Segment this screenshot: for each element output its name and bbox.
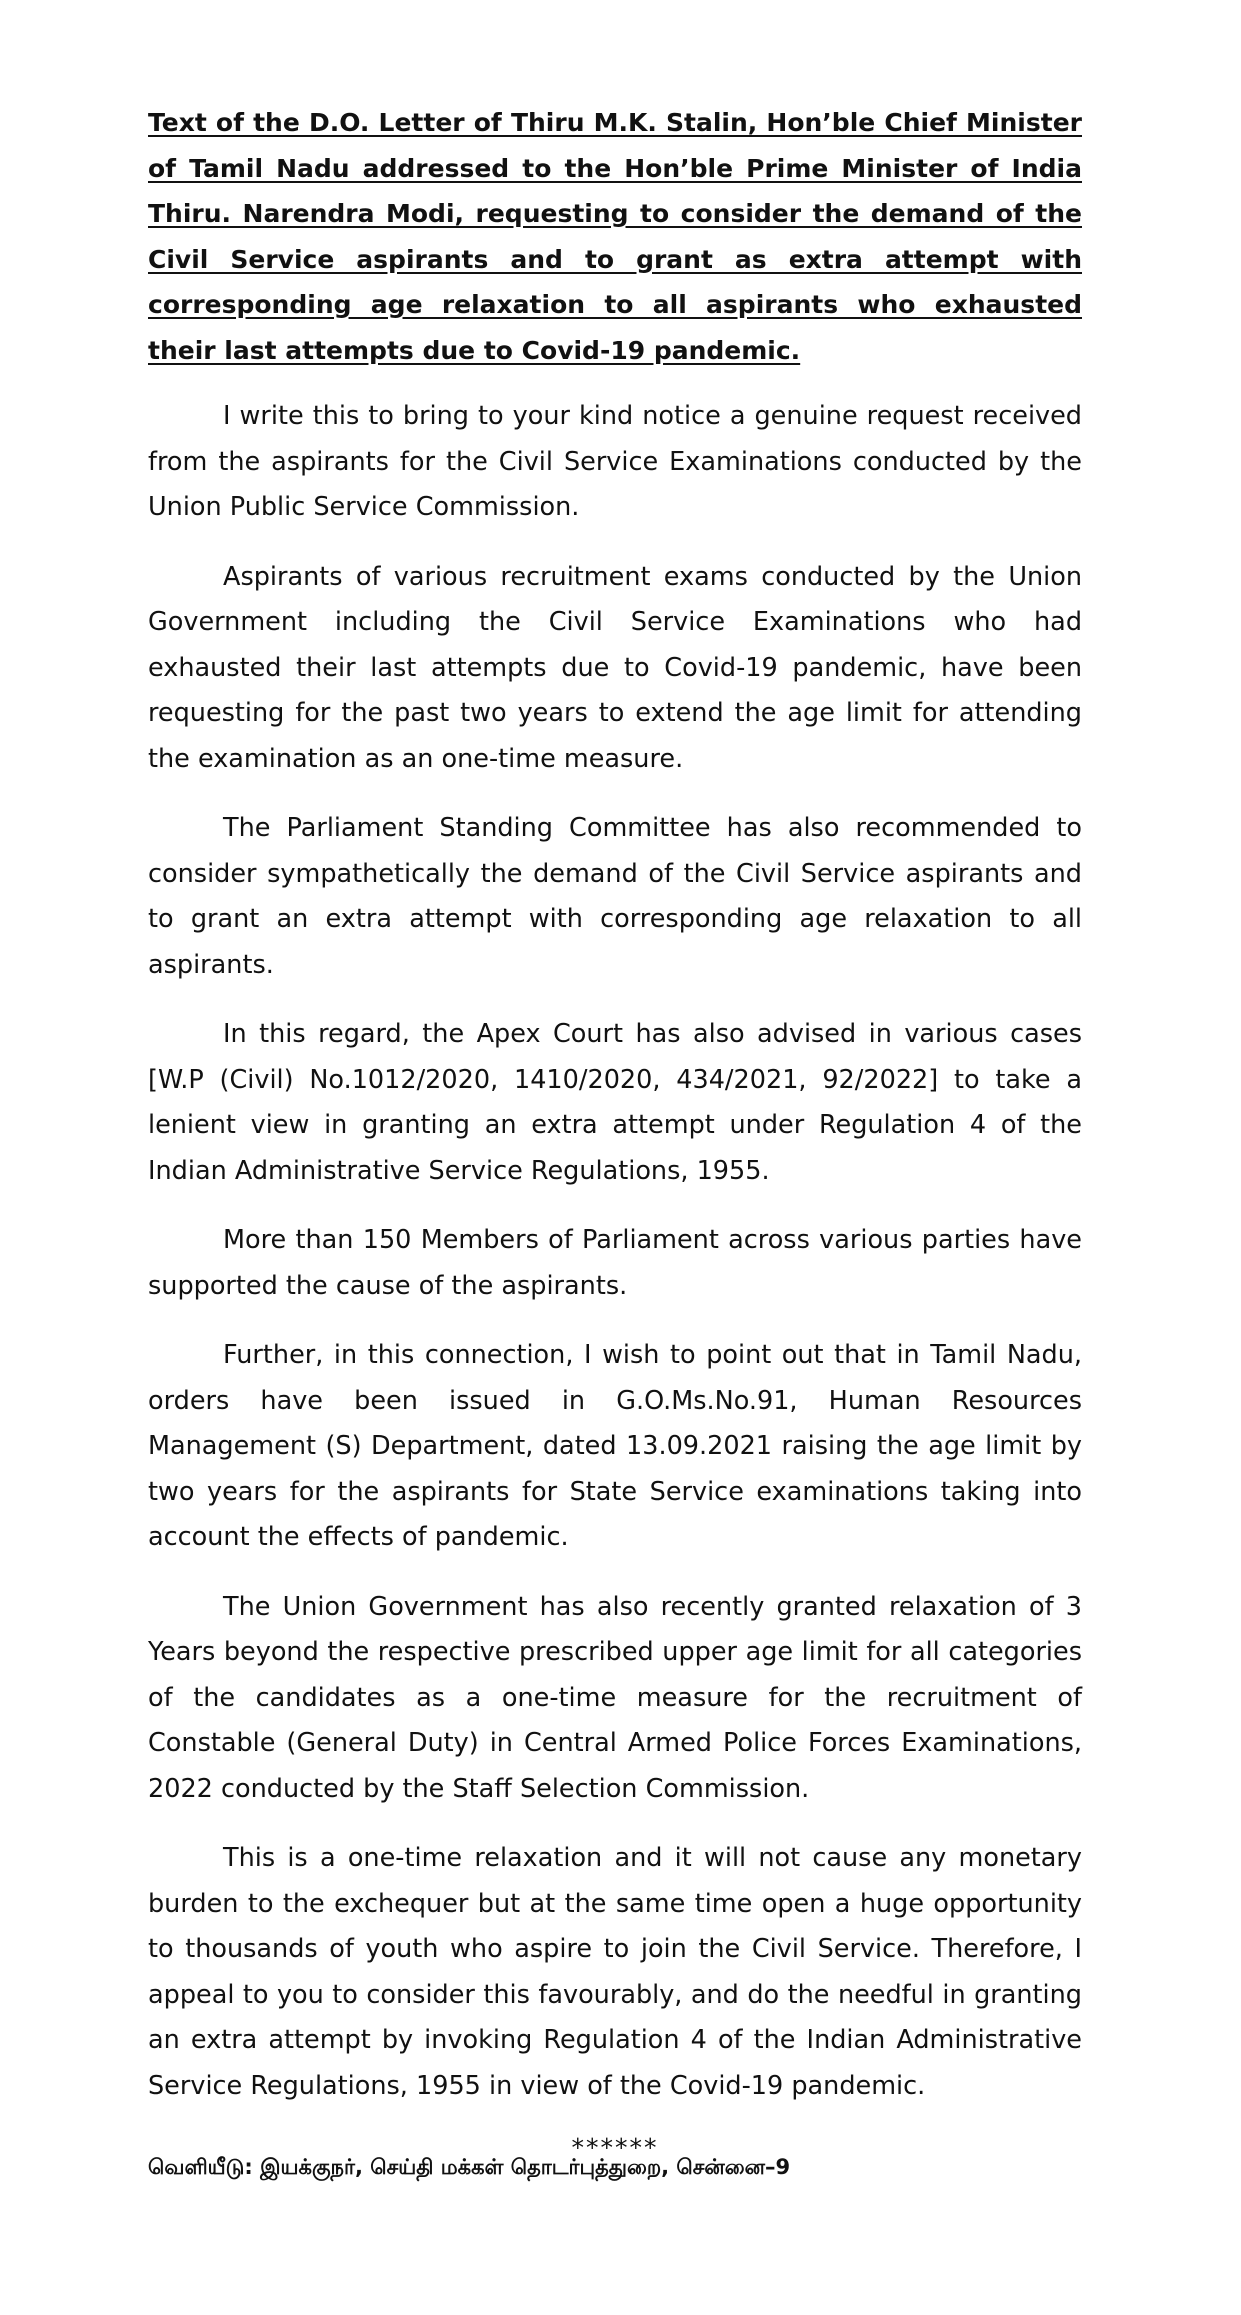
paragraph-tamil-nadu-order: Further, in this connection, I wish to point out that in Tamil Nadu, orders have been issued in G.O.Ms.No.91, Human Resources Management (S) Department, dated 13.09.2021 raising the age limit by two years for the aspirants for State Service examinations taking into account the effects of pandemic.	[148, 1340, 1082, 1552]
release-footer: வெளியீடு: இயக்குநர், செய்தி மக்கள் தொடர்புத்துறை, சென்னை–9	[148, 2155, 791, 2179]
paragraph-apex-court: In this regard, the Apex Court has also advised in various cases [W.P (Civil) No.1012/2020, 1410/2020, 434/2021, 92/2022] to take a lenient view in granting an extra attempt under Regulation 4 of the Indian Administrative Service Regulations, 1955.	[148, 1019, 1082, 1186]
paragraph-union-relaxation: The Union Government has also recently granted relaxation of 3 Years beyond the respective prescribed upper age limit for all categories of the candidates as a one-time measure for the recruitment of Constable (General Duty) in Central Armed Police Forces Examinations, 2022 conducted by the Staff Selection Commission.	[148, 1591, 1082, 1804]
paragraph-aspirants-request: Aspirants of various recruitment exams conducted by the Union Government including the Civil Service Examinations who had exhausted their last attempts due to Covid-19 pandemic, have been requesting for the past two years to extend the age limit for attending the examination as an one-time measure.	[148, 561, 1082, 774]
paragraph-standing-committee: The Parliament Standing Committee has also recommended to consider sympathetically the demand of the Civil Service aspirants and to grant an extra attempt with corresponding age relaxation to all aspirants.	[148, 813, 1082, 980]
letter-page	[148, 100, 1082, 2163]
paragraph-intro: I write this to bring to your kind notice a genuine request received from the aspirants for the Civil Service Examinations conducted by the Union Public Service Commission.	[148, 401, 1082, 522]
letter-title: Text of the D.O. Letter of Thiru M.K. Stalin, Hon’ble Chief Minister of Tamil Nadu addressed to the Hon’ble Prime Minister of India Thiru. Narendra Modi, requesting to consider the demand of the Civil Service aspirants and to grant as extra attempt with corresponding age relaxation to all aspirants who exhausted their last attempts due to Covid-19 pandemic.	[148, 108, 1082, 365]
paragraph-appeal: This is a one-time relaxation and it will not cause any monetary burden to the exchequer but at the same time open a huge opportunity to thousands of youth who aspire to join the Civil Service. Therefore, I appeal to you to consider this favourably, and do the needful in granting an extra attempt by invoking Regulation 4 of the Indian Administrative Service Regulations, 1955 in view of the Covid-19 pandemic.	[148, 1843, 1082, 2101]
end-separator: ******	[571, 2133, 659, 2162]
paragraph-members-of-parliament: More than 150 Members of Parliament across various parties have supported the cause of the aspirants.	[148, 1225, 1082, 1301]
